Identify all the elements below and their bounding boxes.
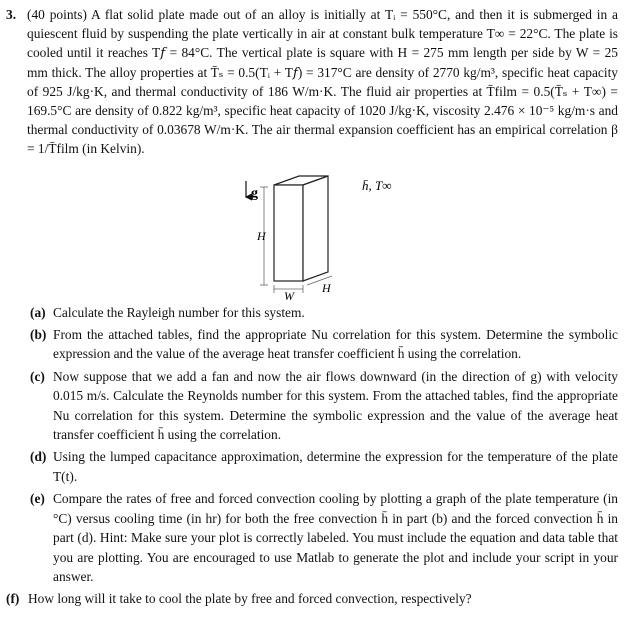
width-label: W [284,288,294,301]
part-label: (f) [6,591,20,607]
part-label: (e) [30,491,45,507]
plate-side-face [303,176,328,281]
problem-statement [6,5,618,159]
problem-intro-text: (40 points) A flat solid plate made out of an alloy is initially at Tᵢ = 550°C, and then it is submerged in a quiescent fluid by suspending the plate vertically in air at constant bulk temperature T∞ = 22°C. The plate is cooled until it reaches T𝑓 = 84°C. The vertical plate is square with H = 275 mm length per side by W = 25 mm thick. The alloy properties at T̄ₛ = 0.5(Tᵢ + T𝑓) = 317°C are density of 2770 kg/m³, specific heat capacity of 925 J/kg·K, and thermal conductivity of 186 W/m·K. The fluid air properties at T̄film = 0.5(T̄ₛ + T∞) = 169.5°C are density of 0.822 kg/m³, specific heat capacity of 1020 J/kg·K, viscosity 2.476 × 10⁻⁵ kg/m·s and thermal conductivity of 0.03678 W/m·K. The air thermal expansion coefficient has an empirical correlation β = 1/T̄film (in Kelvin). [27,7,618,157]
part-text: How long will it take to cool the plate by free and forced convection, respectively? [28,591,472,607]
sub-questions [6,303,618,609]
part-label: (a) [30,304,46,320]
part-label: (c) [30,368,45,384]
problem-3 [6,5,618,612]
part-text: From the attached tables, find the appropriate Nu correlation for this system. Determine the symbolic expression and the value of the average heat transfer coefficient h̄ using the correlation. [53,327,618,362]
fluid-label: h̄, T∞ [362,177,392,193]
part-text: Using the lumped capacitance approximation, determine the expression for the temperature of the plate T(t). [53,449,618,484]
question-number: 3. [6,7,17,22]
plate-figure [6,173,618,301]
gravity-label: g [251,185,258,201]
part-text: Now suppose that we add a fan and now the air flows downward (in the direction of g) with velocity 0.015 m/s. Calculate the Reynolds number for this system. From the attached tables, find the appropriate Nu correlation for this system. Determine the symbolic expression and the value of the average heat transfer coefficient h̄ using the correlation. [53,368,618,443]
plate-front-face [274,185,303,281]
part-c [30,367,618,445]
part-d [30,447,618,486]
height-label: H [257,228,266,243]
part-label: (b) [30,327,47,343]
part-text: Calculate the Rayleigh number for this system. [53,304,305,320]
part-e [30,489,618,586]
part-a [30,303,618,322]
part-f [6,589,618,608]
part-label: (d) [30,449,47,465]
part-text: Compare the rates of free and forced convection cooling by plotting a graph of the plate temperature (in °C) versus cooling time (in hr) for both the free convection h̄ in part (b) and the forced convection h̄ in part (d). Hint: Make sure your plot is correctly labeled. You must include the equation and data table that you are plotting. You are encouraged to use Matlab to generate the plot and include your script in your answer. [53,491,618,584]
part-b [30,325,618,364]
depth-label: H [322,280,331,295]
plate-diagram [6,173,618,301]
